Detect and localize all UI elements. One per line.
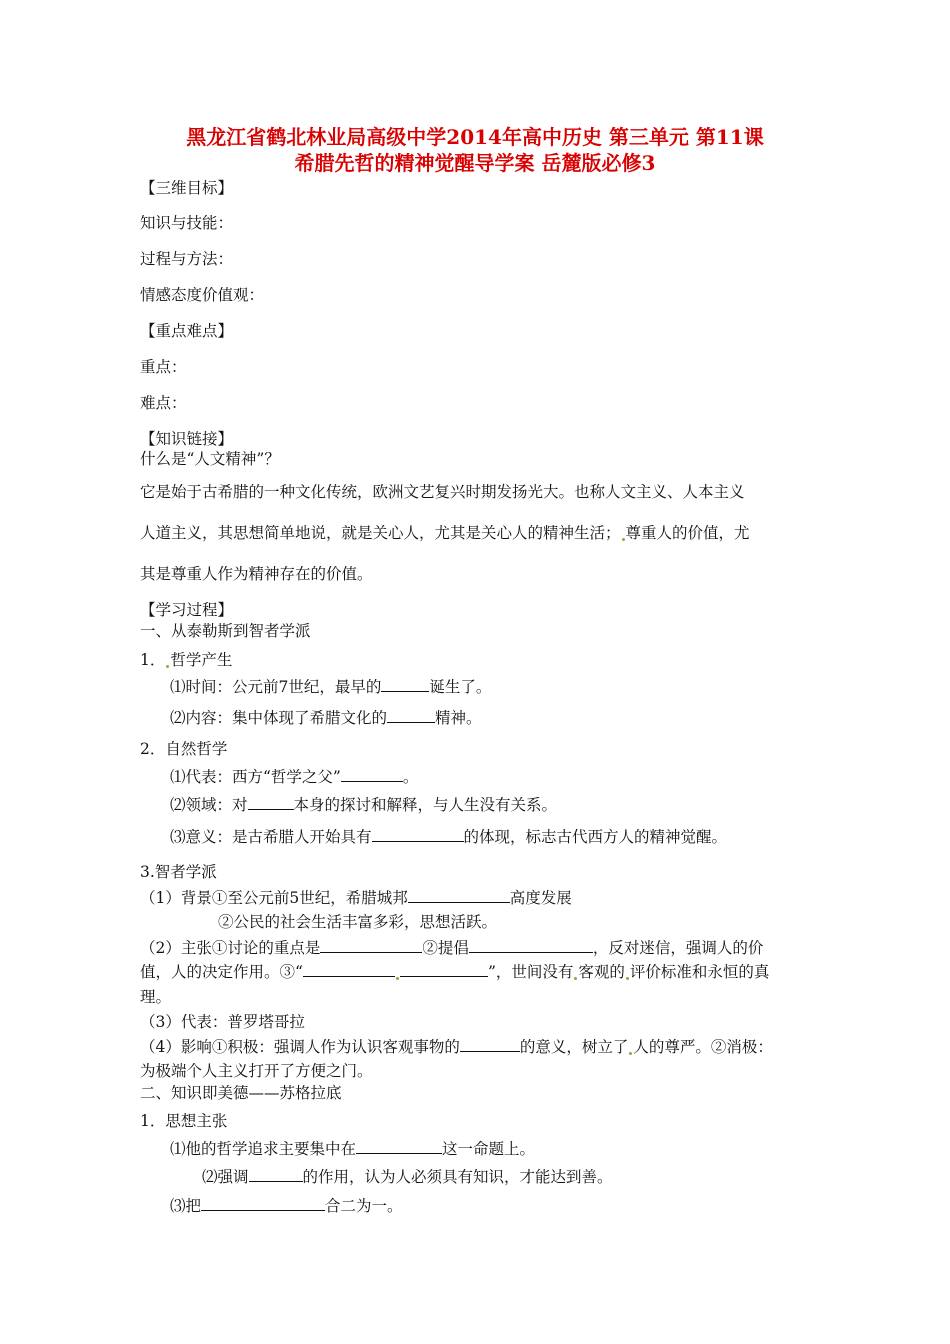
s3-item4-cont: 为极端个人主义打开了方便之门。 xyxy=(140,1062,373,1080)
blank[interactable] xyxy=(249,1167,303,1182)
doc-title-line1: 黑龙江省鹤北林业局高级中学2014年高中历史 第三单元 第11课 xyxy=(186,125,764,149)
blank[interactable] xyxy=(201,1196,325,1211)
s2-item2-tail: 本身的探讨和解释，与人生没有关系。 xyxy=(293,796,558,814)
goals-knowledge: 知识与技能： xyxy=(140,214,234,232)
s1-item1-text: ⑴时间：公元前7世纪，最早的 xyxy=(170,678,382,696)
blank[interactable] xyxy=(408,888,510,903)
s1-heading xyxy=(140,650,232,670)
s1-item2-text: ⑵内容：集中体现了希腊文化的 xyxy=(170,709,388,727)
blank[interactable] xyxy=(248,795,294,810)
section1-title: 一、从泰勒斯到智者学派 xyxy=(140,622,311,640)
s3-item4-text: （4）影响①积极：强调人作为认识客观事物的 xyxy=(140,1038,460,1056)
t1-item3 xyxy=(170,1196,403,1216)
blank[interactable] xyxy=(460,1037,520,1052)
s1-number: 1． xyxy=(140,651,166,669)
s3-item3: （3）代表：普罗塔哥拉 xyxy=(140,1013,305,1031)
link-paragraph-line1: 它是始于古希腊的一种文化传统，欧洲文艺复兴时期发扬光大。也称人文主义、人本主义 xyxy=(140,483,745,501)
t1-item2-text: ⑵强调 xyxy=(202,1168,249,1186)
t1-item2-tail: 的作用，认为人必须具有知识，才能达到善。 xyxy=(302,1168,613,1186)
mark-dot xyxy=(396,977,399,980)
t1-heading: 1．思想主张 xyxy=(140,1112,228,1130)
s3-item2-cont-mid2: 客观的 xyxy=(578,963,625,981)
mark-dot xyxy=(626,977,629,980)
t1-item1-text: ⑴他的哲学追求主要集中在 xyxy=(170,1140,357,1158)
keypoints-key: 重点： xyxy=(140,358,187,376)
s3-item2-text: （2）主张①讨论的重点是 xyxy=(140,939,321,957)
s2-item1 xyxy=(170,767,418,787)
s3-item2-mid: ②提倡 xyxy=(422,939,469,957)
mark-dot xyxy=(166,665,169,668)
blank[interactable] xyxy=(341,767,403,782)
keypoints-difficult: 难点： xyxy=(140,394,187,412)
s1-item2 xyxy=(170,708,482,728)
blank[interactable] xyxy=(320,938,422,953)
s2-item2 xyxy=(170,795,557,815)
s1-item2-tail: 精神。 xyxy=(435,709,482,727)
s3-item4 xyxy=(140,1037,773,1057)
s1-label: 哲学产生 xyxy=(170,651,233,669)
process-header: 【学习过程】 xyxy=(140,601,234,619)
blank[interactable] xyxy=(469,938,593,953)
s3-item2 xyxy=(140,938,763,958)
s2-item3-tail: 的体现，标志古代西方人的精神觉醒。 xyxy=(463,828,728,846)
goals-process: 过程与方法： xyxy=(140,250,234,268)
s1-item1 xyxy=(170,677,491,697)
t1-item3-tail: 合二为一。 xyxy=(325,1197,403,1215)
s3-item1b: ②公民的社会生活丰富多彩，思想活跃。 xyxy=(218,913,498,931)
link-question: 什么是“人文精神”？ xyxy=(140,450,280,468)
link-paragraph-line3: 其是尊重人作为精神存在的价值。 xyxy=(140,565,373,583)
blank[interactable] xyxy=(387,708,435,723)
s3-item4-mid: 的意义，树立了 xyxy=(519,1038,629,1056)
goals-emotion: 情感态度价值观： xyxy=(140,286,265,304)
blank[interactable] xyxy=(400,962,488,977)
t1-item1-tail: 这一命题上。 xyxy=(442,1140,536,1158)
s3-item2-cont-tail: 评价标准和永恒的真 xyxy=(629,963,770,981)
mark-dot xyxy=(622,538,625,541)
blank[interactable] xyxy=(381,677,429,692)
t1-item1 xyxy=(170,1139,535,1159)
s2-item2-text: ⑵领域：对 xyxy=(170,796,248,814)
keypoints-header: 【重点难点】 xyxy=(140,322,234,340)
link-paragraph-line2 xyxy=(140,523,750,543)
doc-title-line2: 希腊先哲的精神觉醒导学案 岳麓版必修3 xyxy=(294,151,656,175)
goals-header: 【三维目标】 xyxy=(140,179,234,197)
blank[interactable] xyxy=(372,827,464,842)
t1-item3-text: ⑶把 xyxy=(170,1197,202,1215)
mark-dot xyxy=(629,1052,632,1055)
s2-heading: 2．自然哲学 xyxy=(140,740,228,758)
link-p2-part1: 人道主义，其思想简单地说，就是关心人，尤其是关心人的精神生活； xyxy=(140,524,621,542)
blank[interactable] xyxy=(356,1139,442,1154)
s2-item1-tail: 。 xyxy=(402,768,419,786)
blank[interactable] xyxy=(303,962,395,977)
link-header: 【知识链接】 xyxy=(140,430,234,448)
s3-item1-text: （1）背景①至公元前5世纪，希腊城邦 xyxy=(140,889,408,907)
section2-title: 二、知识即美德——苏格拉底 xyxy=(140,1084,342,1102)
mark-dot xyxy=(574,977,577,980)
s3-item2-end: 理。 xyxy=(140,988,172,1006)
s3-item2-tail: ，反对迷信，强调人的价 xyxy=(592,939,764,957)
s2-item1-text: ⑴代表：西方“哲学之父” xyxy=(170,768,341,786)
s2-item3-text: ⑶意义：是古希腊人开始具有 xyxy=(170,828,372,846)
s3-item2-cont-text: 值，人的决定作用。③“ xyxy=(140,963,303,981)
s3-item1 xyxy=(140,888,572,908)
s3-item1-tail: 高度发展 xyxy=(509,889,572,907)
s3-item2-cont xyxy=(140,962,769,982)
s3-heading: 3.智者学派 xyxy=(140,863,217,881)
t1-item2 xyxy=(202,1167,613,1187)
s3-item2-cont-mid: ”，世间没有 xyxy=(487,963,574,981)
s2-item3 xyxy=(170,827,727,847)
s1-item1-tail: 诞生了。 xyxy=(429,678,492,696)
s3-item4-tail: 人的尊严。②消极： xyxy=(633,1038,773,1056)
link-p2-part2: 尊重人的价值，尤 xyxy=(625,524,750,542)
